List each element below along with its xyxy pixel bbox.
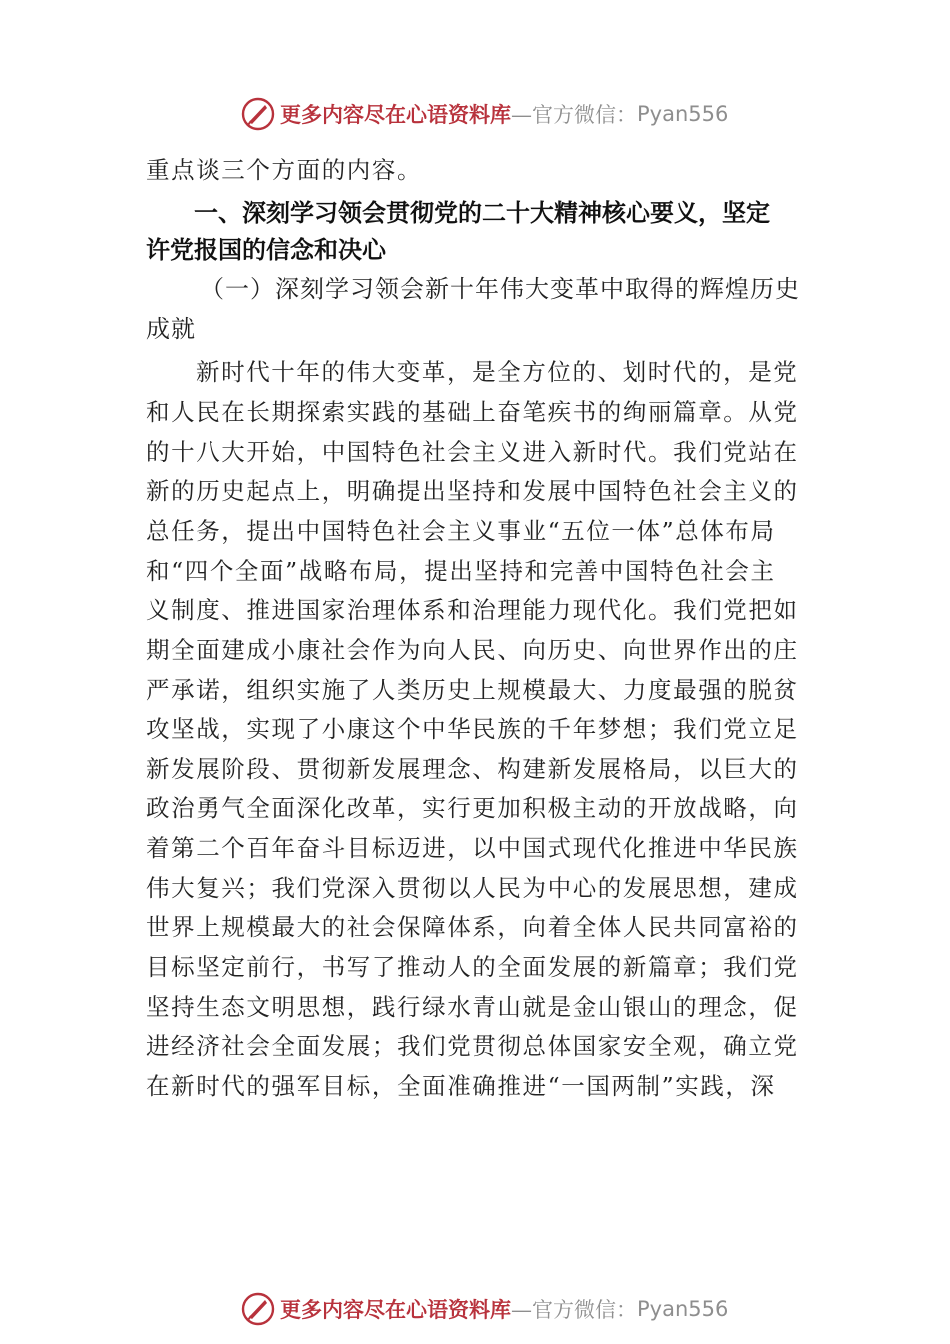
paragraph-line: 新时代十年的伟大变革，是全方位的、划时代的，是党 bbox=[196, 358, 799, 386]
subsection-heading-cont: 成就 bbox=[146, 315, 196, 343]
watermark-title: 更多内容尽在心语资料库 bbox=[280, 1297, 511, 1322]
subsection-heading: （一）深刻学习领会新十年伟大变革中取得的辉煌历史 bbox=[200, 275, 800, 303]
paragraph-line: 进经济社会全面发展；我们党贯彻总体国家安全观，确立党 bbox=[146, 1032, 799, 1060]
paragraph-line: 伟大复兴；我们党深入贯彻以人民为中心的发展思想，建成 bbox=[146, 874, 799, 902]
watermark-footer bbox=[240, 1291, 728, 1327]
paragraph-line: 期全面建成小康社会作为向人民、向历史、向世界作出的庄 bbox=[146, 636, 799, 664]
paragraph-line: 义制度、推进国家治理体系和治理能力现代化。我们党把如 bbox=[146, 596, 799, 624]
watermark-label: —官方微信： bbox=[511, 103, 637, 127]
paragraph-line: 新发展阶段、贯彻新发展理念、构建新发展格局，以巨大的 bbox=[146, 755, 799, 783]
paragraph-line: 总任务，提出中国特色社会主义事业“五位一体”总体布局 bbox=[146, 517, 776, 545]
paragraph-line: 政治勇气全面深化改革，实行更加积极主动的开放战略，向 bbox=[146, 794, 799, 822]
paragraph-line: 和“四个全面”战略布局，提出坚持和完善中国特色社会主 bbox=[146, 557, 776, 585]
text-line: 重点谈三个方面的内容。 bbox=[146, 156, 423, 184]
paragraph-line: 攻坚战，实现了小康这个中华民族的千年梦想；我们党立足 bbox=[146, 715, 799, 743]
paragraph-line: 的十八大开始，中国特色社会主义进入新时代。我们党站在 bbox=[146, 438, 799, 466]
paragraph-line: 严承诺，组织实施了人类历史上规模最大、力度最强的脱贫 bbox=[146, 676, 799, 704]
paragraph-line: 坚持生态文明思想，践行绿水青山就是金山银山的理念，促 bbox=[146, 993, 799, 1021]
section-heading: 一、深刻学习领会贯彻党的二十大精神核心要义，坚定 bbox=[194, 199, 770, 227]
quill-pen-logo-icon bbox=[240, 1291, 276, 1327]
section-heading-cont: 许党报国的信念和决心 bbox=[146, 236, 386, 264]
paragraph-line: 着第二个百年奋斗目标迈进，以中国式现代化推进中华民族 bbox=[146, 834, 799, 862]
watermark-wechat-id: Pyan556 bbox=[637, 1297, 729, 1321]
paragraph-line: 目标坚定前行，书写了推动人的全面发展的新篇章；我们党 bbox=[146, 953, 799, 981]
watermark-header bbox=[240, 96, 728, 132]
paragraph-line: 世界上规模最大的社会保障体系，向着全体人民共同富裕的 bbox=[146, 913, 799, 941]
paragraph-line: 和人民在长期探索实践的基础上奋笔疾书的绚丽篇章。从党 bbox=[146, 398, 799, 426]
watermark-wechat-id: Pyan556 bbox=[637, 102, 729, 126]
paragraph-line: 新的历史起点上，明确提出坚持和发展中国特色社会主义的 bbox=[146, 477, 799, 505]
paragraph-line: 在新时代的强军目标，全面准确推进“一国两制”实践，深 bbox=[146, 1072, 776, 1100]
watermark-label: —官方微信： bbox=[511, 1298, 637, 1322]
watermark-title: 更多内容尽在心语资料库 bbox=[280, 102, 511, 127]
quill-pen-logo-icon bbox=[240, 96, 276, 132]
